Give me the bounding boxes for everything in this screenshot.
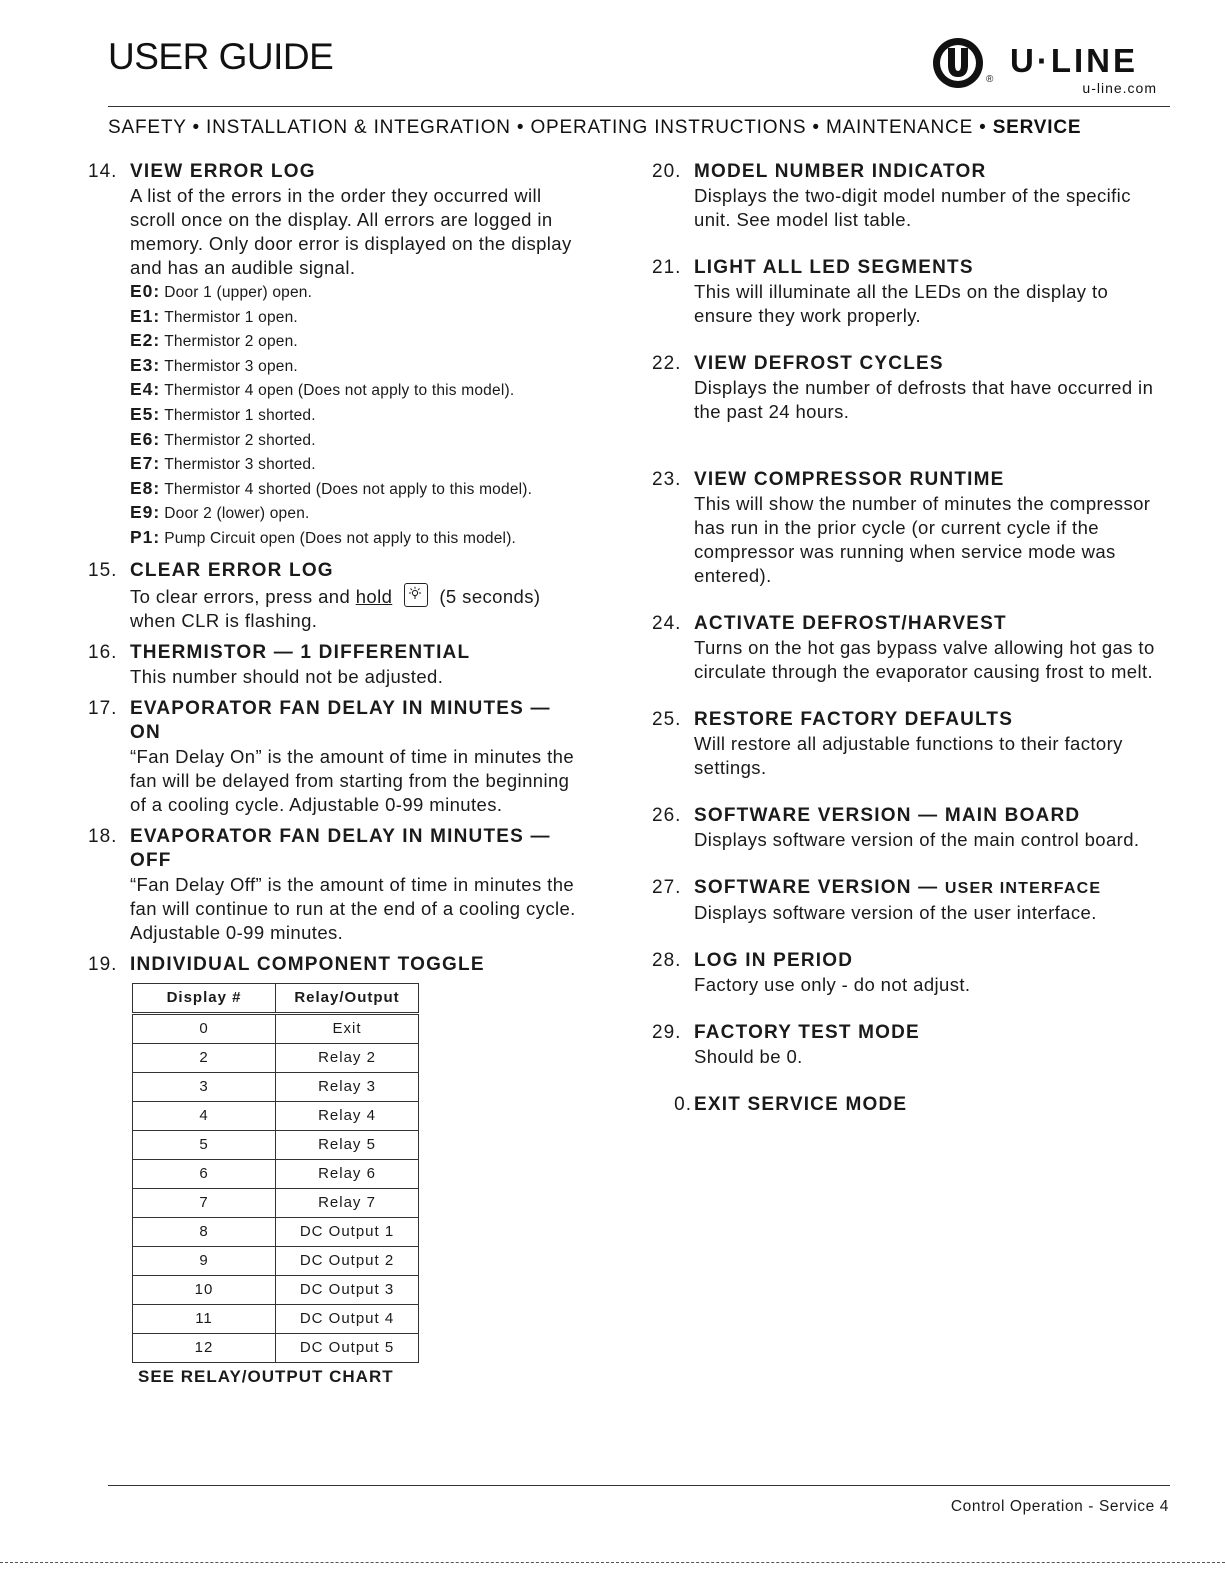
section-view-error-log bbox=[88, 160, 588, 551]
table-row bbox=[133, 1333, 419, 1362]
nav-item-operating[interactable]: OPERATING INSTRUCTIONS bbox=[530, 117, 807, 138]
error-code: E8: bbox=[130, 477, 161, 498]
relay-output-cell: DC Output 2 bbox=[276, 1246, 419, 1275]
section-description bbox=[130, 583, 588, 633]
table-row bbox=[133, 1246, 419, 1275]
error-code-item bbox=[130, 280, 588, 305]
section-number: 16. bbox=[88, 641, 118, 663]
section-description: Turns on the hot gas bypass valve allowing hot gas to circulate through the evaporator causing frost to melt. bbox=[694, 637, 1155, 682]
section-title bbox=[694, 804, 1080, 828]
hold-text: hold bbox=[355, 585, 393, 607]
error-code: E7: bbox=[130, 453, 161, 474]
section-thermistor-differential bbox=[88, 641, 588, 689]
display-number-cell: 6 bbox=[133, 1159, 276, 1188]
display-number-cell: 9 bbox=[133, 1246, 276, 1275]
section-title bbox=[694, 612, 1007, 636]
section-description: Displays the number of defrosts that have occurred in the past 24 hours. bbox=[694, 377, 1154, 422]
table-row bbox=[133, 1043, 419, 1072]
section-number: 17. bbox=[88, 697, 118, 719]
page-footer: Control Operation - Service 4 bbox=[950, 1498, 1169, 1515]
section-description: Displays software version of the main control board. bbox=[694, 829, 1140, 850]
error-description: Door 2 (lower) open. bbox=[164, 505, 310, 523]
section-number: 19. bbox=[88, 953, 118, 975]
error-description: Thermistor 2 open. bbox=[164, 333, 298, 351]
section-title bbox=[694, 256, 974, 280]
section-number: 21. bbox=[652, 257, 682, 278]
nav-item-maintenance[interactable]: MAINTENANCE bbox=[825, 117, 974, 138]
error-code-item bbox=[130, 501, 588, 526]
section-number: 24. bbox=[652, 613, 682, 634]
error-code: E0: bbox=[130, 281, 161, 301]
section-number: 23. bbox=[652, 469, 682, 490]
table-row bbox=[133, 1101, 419, 1130]
table-row bbox=[133, 1013, 419, 1043]
relay-output-cell: DC Output 5 bbox=[276, 1333, 419, 1362]
column-header: Display # bbox=[133, 983, 276, 1013]
section-description: Should be 0. bbox=[694, 1046, 803, 1067]
relay-output-cell: Exit bbox=[276, 1013, 419, 1043]
section-title bbox=[694, 468, 1005, 492]
error-description: Pump Circuit open (Does not apply to this model). bbox=[164, 529, 517, 547]
section-title-suffix: USER INTERFACE bbox=[944, 880, 1102, 897]
nav-separator: • bbox=[516, 117, 525, 138]
section-title bbox=[694, 1021, 920, 1045]
section-number: 25. bbox=[652, 709, 682, 730]
table-caption: SEE RELAY/OUTPUT CHART bbox=[138, 1366, 394, 1386]
section-number: 27. bbox=[652, 877, 682, 898]
brand-logo bbox=[930, 36, 1165, 98]
section-nav bbox=[108, 117, 1170, 139]
registered-mark: ® bbox=[986, 74, 994, 85]
error-code: E1: bbox=[130, 305, 161, 326]
service-section bbox=[652, 708, 1172, 780]
service-section bbox=[652, 949, 1172, 997]
nav-separator: • bbox=[979, 117, 987, 138]
section-component-toggle bbox=[88, 953, 588, 1387]
section-number: 0. bbox=[674, 1094, 692, 1115]
service-section bbox=[652, 256, 1172, 328]
section-description: This will illuminate all the LEDs on the display to ensure they work properly. bbox=[694, 281, 1109, 326]
nav-item-installation[interactable]: INSTALLATION & INTEGRATION bbox=[206, 117, 511, 138]
display-number-cell: 2 bbox=[133, 1043, 276, 1072]
error-code-item bbox=[130, 526, 588, 551]
section-title: CLEAR ERROR LOG bbox=[130, 559, 334, 581]
logo-wordmark: U·LINE bbox=[1010, 42, 1138, 79]
page-title: USER GUIDE bbox=[108, 36, 334, 77]
section-title-text: RESTORE FACTORY DEFAULTS bbox=[694, 709, 1014, 730]
section-title bbox=[694, 352, 944, 376]
table-row bbox=[133, 1217, 419, 1246]
error-code: E6: bbox=[130, 428, 161, 449]
service-section bbox=[652, 612, 1172, 684]
error-description: Door 1 (upper) open. bbox=[164, 284, 313, 301]
section-title-text: MODEL NUMBER INDICATOR bbox=[694, 161, 987, 182]
display-number-cell: 7 bbox=[133, 1188, 276, 1217]
error-code-item bbox=[130, 378, 588, 403]
error-code: E4: bbox=[130, 379, 161, 400]
section-title-text: FACTORY TEST MODE bbox=[694, 1022, 920, 1043]
relay-output-cell: Relay 6 bbox=[276, 1159, 419, 1188]
service-section bbox=[652, 352, 1172, 424]
section-description: This will show the number of minutes the compressor has run in the prior cycle (or current cycle if the compressor was running when service mode was entered). bbox=[694, 493, 1151, 586]
nav-separator: • bbox=[192, 117, 200, 138]
error-code-item bbox=[130, 452, 588, 477]
service-section bbox=[652, 804, 1172, 852]
display-number-cell: 4 bbox=[133, 1101, 276, 1130]
desc-text: To clear errors, press and bbox=[130, 585, 351, 607]
error-code-item bbox=[130, 305, 588, 330]
section-number: 26. bbox=[652, 805, 682, 826]
nav-separator: • bbox=[812, 117, 820, 138]
footer-divider bbox=[108, 1485, 1170, 1486]
section-description: This number should not be adjusted. bbox=[130, 665, 444, 687]
relay-output-cell: Relay 4 bbox=[276, 1101, 419, 1130]
error-code: E9: bbox=[130, 502, 161, 523]
service-section bbox=[652, 876, 1172, 925]
display-number-cell: 3 bbox=[133, 1072, 276, 1101]
section-number: 18. bbox=[88, 825, 118, 847]
error-description: Thermistor 4 open (Does not apply to this model). bbox=[164, 382, 515, 400]
section-fan-delay-on bbox=[88, 697, 588, 817]
section-title bbox=[694, 949, 853, 973]
error-code-list bbox=[88, 280, 588, 551]
section-title-text: VIEW COMPRESSOR RUNTIME bbox=[694, 469, 1005, 490]
section-description: Displays software version of the user interface. bbox=[694, 902, 1097, 923]
section-number: 22. bbox=[652, 353, 682, 374]
error-code-item bbox=[130, 329, 588, 354]
section-number: 14. bbox=[88, 161, 118, 182]
section-title: INDIVIDUAL COMPONENT TOGGLE bbox=[130, 953, 485, 975]
display-number-cell: 10 bbox=[133, 1275, 276, 1304]
error-code: E5: bbox=[130, 403, 161, 424]
display-number-cell: 8 bbox=[133, 1217, 276, 1246]
section-title bbox=[694, 160, 986, 184]
section-number: 29. bbox=[652, 1022, 682, 1043]
display-number-cell: 12 bbox=[133, 1333, 276, 1362]
error-code-item bbox=[130, 354, 588, 379]
section-title: EVAPORATOR FAN DELAY IN MINUTES — ON bbox=[130, 697, 551, 743]
relay-output-table bbox=[132, 983, 419, 1363]
display-number-cell: 11 bbox=[133, 1304, 276, 1333]
display-number-cell: 0 bbox=[133, 1013, 276, 1043]
light-bulb-icon bbox=[404, 583, 428, 607]
error-code: P1: bbox=[130, 526, 161, 547]
u-line-logo-icon bbox=[930, 36, 990, 96]
relay-output-cell: DC Output 4 bbox=[276, 1304, 419, 1333]
section-description: Factory use only - do not adjust. bbox=[694, 974, 971, 995]
desc-text: (5 seconds) when CLR is flashing. bbox=[130, 585, 541, 631]
service-section bbox=[652, 468, 1172, 588]
relay-output-cell: Relay 2 bbox=[276, 1043, 419, 1072]
section-number: 15. bbox=[88, 559, 118, 581]
section-description: Will restore all adjustable functions to their factory settings. bbox=[694, 733, 1123, 778]
column-header: Relay/Output bbox=[276, 983, 419, 1013]
display-number-cell: 5 bbox=[133, 1130, 276, 1159]
section-title-text: SOFTWARE VERSION — MAIN BOARD bbox=[694, 805, 1081, 826]
relay-output-cell: Relay 5 bbox=[276, 1130, 419, 1159]
error-description: Thermistor 3 shorted. bbox=[164, 456, 316, 474]
section-title: EVAPORATOR FAN DELAY IN MINUTES — OFF bbox=[130, 825, 551, 871]
section-title bbox=[694, 1093, 907, 1117]
error-description: Thermistor 4 shorted (Does not apply to this model). bbox=[164, 480, 533, 498]
section-number: 28. bbox=[652, 950, 682, 971]
service-section bbox=[652, 1021, 1172, 1069]
nav-item-safety[interactable]: SAFETY bbox=[108, 117, 187, 138]
table-row bbox=[133, 1275, 419, 1304]
section-description: Displays the two-digit model number of the specific unit. See model list table. bbox=[694, 185, 1131, 230]
relay-output-cell: Relay 7 bbox=[276, 1188, 419, 1217]
error-code-item bbox=[130, 428, 588, 453]
section-description: A list of the errors in the order they occurred will scroll once on the display. All errors are logged in memory. Only door error is displayed on the display and has an audible signal. bbox=[130, 185, 572, 278]
relay-output-cell: DC Output 1 bbox=[276, 1217, 419, 1246]
section-title-text: LIGHT ALL LED SEGMENTS bbox=[694, 257, 974, 278]
right-column bbox=[652, 160, 1172, 1141]
section-title bbox=[694, 708, 1013, 732]
error-code: E2: bbox=[130, 330, 161, 351]
error-description: Thermistor 2 shorted. bbox=[164, 431, 316, 449]
logo-url: u-line.com bbox=[1082, 80, 1157, 96]
page-edge-rule bbox=[0, 1562, 1225, 1563]
header-divider bbox=[108, 106, 1170, 107]
section-title-text: ACTIVATE DEFROST/HARVEST bbox=[694, 613, 1007, 634]
section-title: THERMISTOR — 1 DIFFERENTIAL bbox=[130, 641, 471, 663]
table-row bbox=[133, 1072, 419, 1101]
error-description: Thermistor 1 shorted. bbox=[164, 406, 316, 424]
section-title-text: SOFTWARE VERSION — bbox=[694, 877, 939, 898]
section-title-text: LOG IN PERIOD bbox=[694, 950, 854, 971]
section-description: “Fan Delay Off” is the amount of time in minutes the fan will continue to run at the end of a cooling cycle. Adjustable 0-99 minutes. bbox=[130, 873, 576, 943]
error-description: Thermistor 1 open. bbox=[164, 308, 298, 326]
section-title-text: EXIT SERVICE MODE bbox=[694, 1094, 908, 1115]
error-description: Thermistor 3 open. bbox=[164, 357, 298, 375]
section-title-text: VIEW DEFROST CYCLES bbox=[694, 353, 944, 374]
section-description: “Fan Delay On” is the amount of time in minutes the fan will be delayed from starting from the beginning of a cooling cycle. Adjustable 0-99 minutes. bbox=[130, 745, 575, 815]
left-column bbox=[88, 160, 588, 1395]
relay-output-cell: Relay 3 bbox=[276, 1072, 419, 1101]
table-row bbox=[133, 1130, 419, 1159]
error-code-item bbox=[130, 477, 588, 502]
table-row bbox=[133, 1159, 419, 1188]
section-title bbox=[694, 876, 1101, 901]
relay-output-cell: DC Output 3 bbox=[276, 1275, 419, 1304]
section-title: VIEW ERROR LOG bbox=[130, 161, 316, 182]
section-fan-delay-off bbox=[88, 825, 588, 945]
service-section bbox=[652, 1093, 1172, 1117]
table-row bbox=[133, 1304, 419, 1333]
table-header-row bbox=[133, 983, 419, 1013]
error-code-item bbox=[130, 403, 588, 428]
service-section bbox=[652, 160, 1172, 232]
section-clear-error-log bbox=[88, 559, 588, 633]
error-code: E3: bbox=[130, 354, 161, 375]
nav-item-service[interactable]: SERVICE bbox=[992, 117, 1082, 138]
section-number: 20. bbox=[652, 161, 682, 182]
table-row bbox=[133, 1188, 419, 1217]
